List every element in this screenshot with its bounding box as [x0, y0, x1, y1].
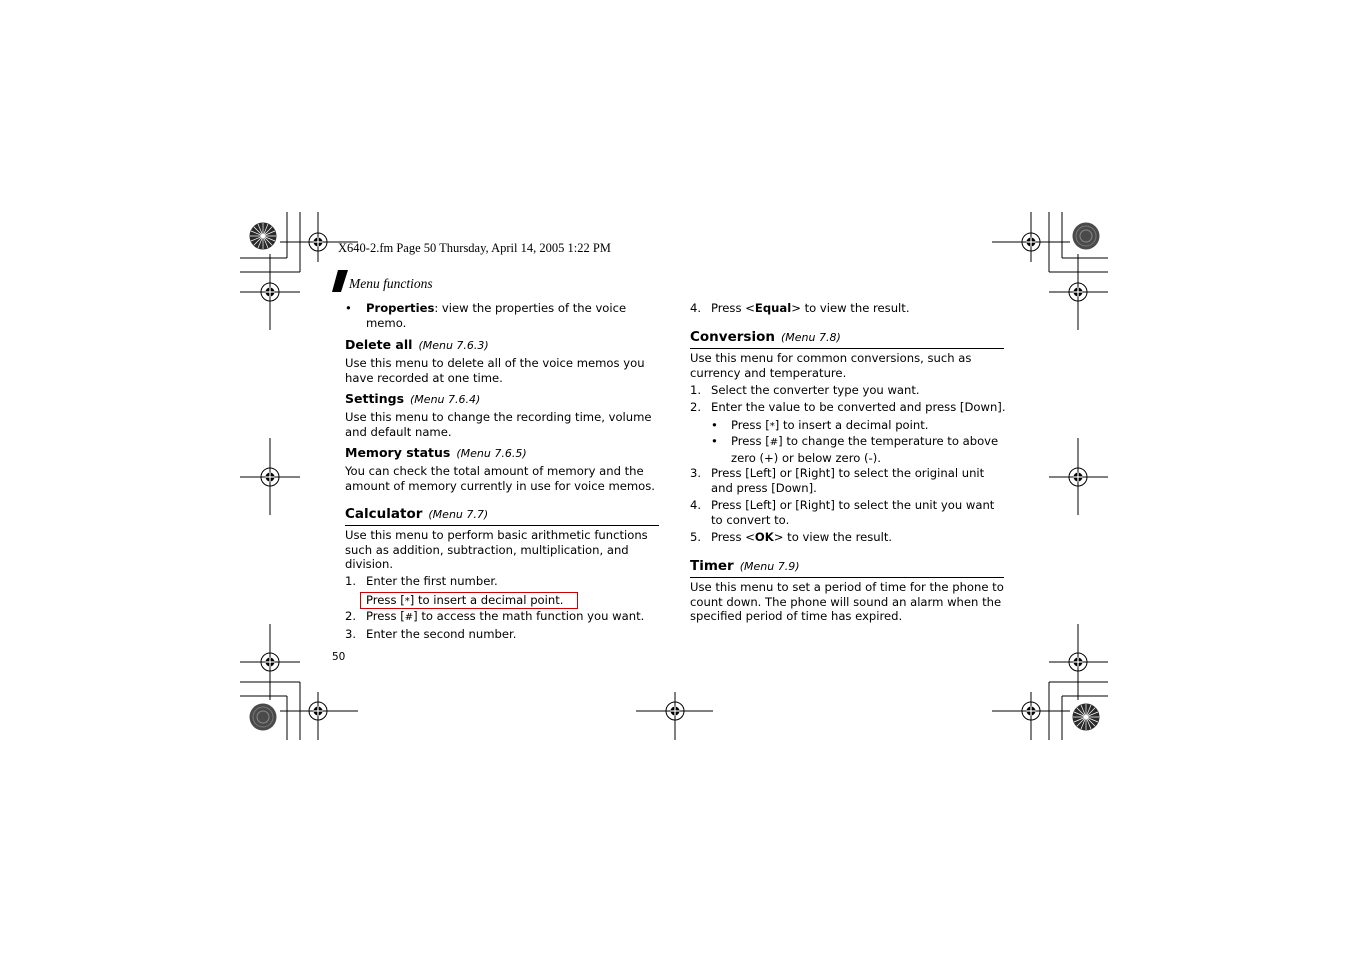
conversion-title: Conversion	[690, 329, 775, 345]
ok-key-label: OK	[754, 530, 774, 544]
properties-label: Properties	[366, 301, 435, 315]
note-text-pre: Press [	[366, 593, 405, 607]
calculator-heading	[345, 506, 488, 522]
step-number: 4.	[690, 498, 702, 512]
memory-status-title: Memory status	[345, 445, 451, 460]
equal-key-label: Equal	[754, 301, 792, 315]
timer-title: Timer	[690, 558, 734, 574]
conversion-bullet-2	[711, 434, 1006, 465]
bullet-text-pre: Press [	[731, 434, 770, 448]
step-text: Enter the value to be converted and press [Down].	[711, 400, 1006, 414]
starburst-icon	[1073, 223, 1100, 250]
conversion-step-3	[690, 466, 1000, 495]
starburst-icon	[250, 223, 277, 250]
settings-body: Use this menu to change the recording time, volume and default name.	[345, 410, 652, 439]
step-text: Select the converter type you want.	[711, 383, 920, 397]
properties-bullet	[345, 301, 645, 330]
step-text-post: > to view the result.	[773, 530, 893, 544]
memory-status-heading	[345, 445, 527, 460]
calculator-title: Calculator	[345, 506, 423, 522]
conversion-step-4	[690, 498, 1005, 527]
step-number: 2.	[690, 400, 702, 414]
bullet-text-post: ] to change the temperature to above zero (+) or below zero (-).	[731, 434, 999, 465]
memory-status-body: You can check the total amount of memory and the amount of memory currently in use for voice memos.	[345, 464, 655, 493]
calculator-step-1	[345, 574, 655, 589]
timer-menu-ref: (Menu 7.9)	[739, 560, 800, 573]
delete-all-menu-ref: (Menu 7.6.3)	[418, 339, 489, 352]
timer-body: Use this menu to set a period of time for the phone to count down. The phone will sound an alarm when the specified period of time has expired.	[690, 580, 1004, 623]
calculator-step-4	[690, 301, 1000, 316]
step-text-pre: Press <	[711, 530, 755, 544]
step-text: Press [Left] or [Right] to select the unit you want to convert to.	[711, 498, 995, 527]
step-text-pre: Press [	[366, 609, 405, 623]
delete-all-body: Use this menu to delete all of the voice memos you have recorded at one time.	[345, 356, 645, 385]
settings-title: Settings	[345, 391, 405, 406]
starburst-icon	[250, 704, 277, 731]
delete-all-title: Delete all	[345, 337, 413, 352]
conversion-rule	[690, 348, 1004, 349]
conversion-heading	[690, 329, 841, 345]
hash-key-icon: #	[769, 437, 779, 448]
step-text-pre: Press <	[711, 301, 755, 315]
settings-menu-ref: (Menu 7.6.4)	[410, 393, 481, 406]
calculator-menu-ref: (Menu 7.7)	[428, 508, 489, 521]
bullet-text-pre: Press [	[731, 418, 770, 432]
star-key-icon: *	[769, 421, 775, 432]
step-text: Enter the first number.	[366, 574, 498, 588]
note-text-post: ] to insert a decimal point.	[409, 593, 564, 607]
calculator-step-2	[345, 609, 655, 626]
conversion-menu-ref: (Menu 7.8)	[780, 331, 841, 344]
step-number: 3.	[690, 466, 702, 480]
step-number: 1.	[345, 574, 357, 588]
step-text-post: ] to access the math function you want.	[413, 609, 645, 623]
step-number: 4.	[690, 301, 702, 315]
step-number: 2.	[345, 609, 357, 623]
star-key-icon: *	[404, 596, 410, 607]
decimal-point-note	[360, 592, 578, 609]
timer-rule	[690, 577, 1004, 578]
settings-heading	[345, 391, 480, 406]
conversion-step-1	[690, 383, 1008, 398]
bullet: •	[711, 434, 718, 448]
timer-heading	[690, 558, 800, 574]
memory-status-menu-ref: (Menu 7.6.5)	[456, 447, 527, 460]
step-text: Press [Left] or [Right] to select the original unit and press [Down].	[711, 466, 985, 495]
calculator-step-3	[345, 627, 655, 642]
calculator-body: Use this menu to perform basic arithmetic functions such as addition, subtraction, multiplication, and division.	[345, 528, 648, 571]
bullet-text-post: ] to insert a decimal point.	[774, 418, 929, 432]
conversion-step-5	[690, 530, 1000, 545]
bullet: •	[345, 301, 352, 315]
conversion-bullet-1	[711, 418, 1006, 435]
bullet: •	[711, 418, 718, 432]
step-text-post: > to view the result.	[791, 301, 910, 315]
page-number: 50	[332, 651, 346, 663]
conversion-body: Use this menu for common conversions, such as currency and temperature.	[690, 351, 972, 380]
starburst-icon	[1073, 704, 1100, 731]
calculator-rule	[345, 525, 659, 526]
step-number: 1.	[690, 383, 702, 397]
print-slug: X640-2.fm Page 50 Thursday, April 14, 2005 1:22 PM	[338, 241, 611, 255]
header-tab-marker	[332, 270, 348, 292]
properties-text: : view the properties of the voice memo.	[366, 301, 627, 330]
conversion-step-2	[690, 400, 1008, 415]
running-header: Menu functions	[349, 276, 433, 291]
hash-key-icon: #	[404, 612, 414, 623]
delete-all-heading	[345, 337, 489, 352]
step-number: 5.	[690, 530, 702, 544]
step-number: 3.	[345, 627, 357, 641]
crop-mark-bottom-center	[636, 692, 713, 740]
step-text: Enter the second number.	[366, 627, 517, 641]
